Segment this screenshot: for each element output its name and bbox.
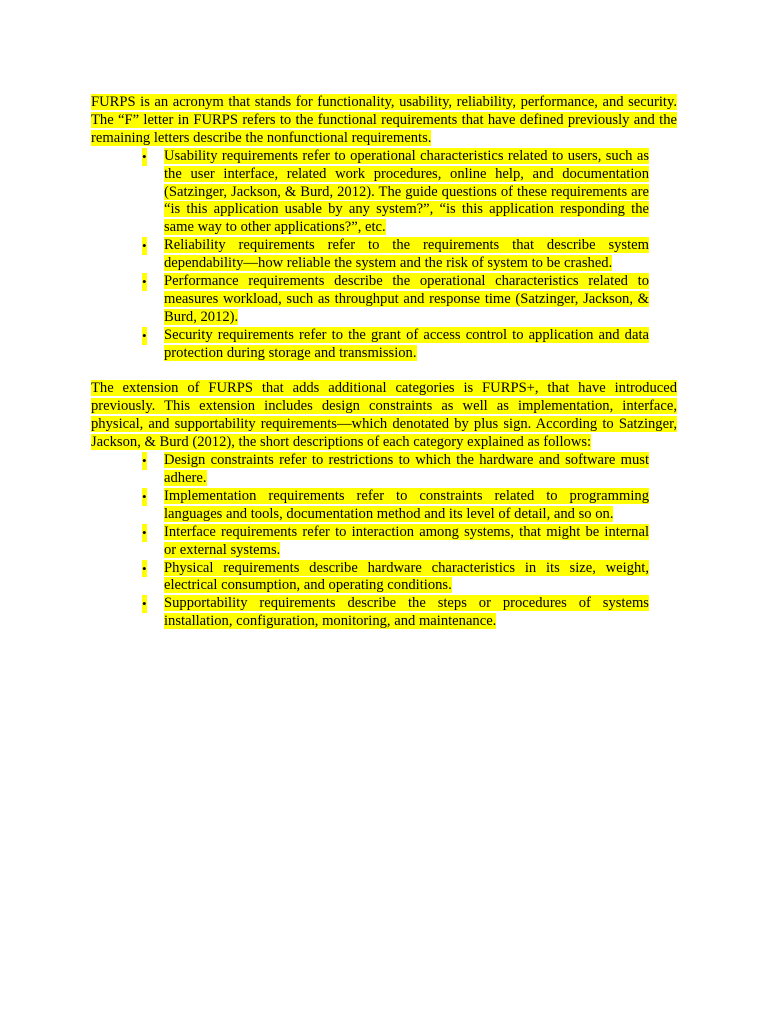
supportability-bullet-text: Supportability requirements describe the steps or procedures of systems installation, configuration, monitoring, and maintenance. — [164, 595, 649, 630]
usability-bullet-text: Usability requirements refer to operational characteristics related to users, such as the user interface, related work procedures, online help, and documentation (Satzinger, Jackson, & Burd, 2012). The guide questions of these requirements are “is this application usable by any system?”, “is this application responding the same way to other applications?”, etc. — [164, 147, 649, 236]
implementation-bullet-text: Implementation requirements refer to constraints related to programming languages and tools, documentation method and its level of detail, and so on. — [164, 487, 649, 522]
bullet-icon: • — [142, 560, 147, 576]
list-item — [142, 147, 649, 238]
list-item — [142, 273, 649, 327]
reliability-bullet-text: Reliability requirements refer to the requirements that describe system dependability—how reliable the system and the risk of system to be crashed. — [164, 237, 649, 272]
furps-bullet-list — [91, 148, 677, 363]
bullet-icon: • — [142, 327, 147, 343]
bullet-icon: • — [142, 238, 147, 254]
list-item — [142, 559, 649, 596]
physical-bullet-text: Physical requirements describe hardware characteristics in its size, weight, electrical consumption, and operating conditions. — [164, 559, 649, 594]
bullet-icon: • — [142, 453, 147, 469]
security-bullet-text: Security requirements refer to the grant of access control to application and data protection during storage and transmission. — [164, 326, 649, 361]
bullet-icon: • — [142, 596, 147, 612]
bullet-icon: • — [142, 274, 147, 290]
list-item — [142, 595, 649, 631]
document-body — [91, 94, 677, 631]
list-item — [142, 523, 649, 560]
performance-bullet-text: Performance requirements describe the operational characteristics related to measures workload, such as throughput and response time (Satzinger, Jackson, & Burd, 2012). — [164, 273, 649, 325]
list-item — [142, 452, 649, 488]
interface-bullet-text: Interface requirements refer to interaction among systems, that might be internal or external systems. — [164, 523, 649, 558]
paragraph-spacer — [91, 363, 677, 381]
list-item — [142, 326, 649, 363]
furps-plus-intro-paragraph — [91, 380, 677, 452]
bullet-icon: • — [142, 524, 147, 540]
list-item — [142, 487, 649, 524]
furps-plus-bullet-list — [91, 452, 677, 631]
furps-intro-paragraph — [91, 94, 677, 148]
furps-intro-text: FURPS is an acronym that stands for functionality, usability, reliability, performance, and security. The “F” letter in FURPS refers to the functional requirements that have defined previously and the remaining letters describe the nonfunctional requirements. — [91, 94, 677, 146]
bullet-icon: • — [142, 148, 147, 164]
list-item — [142, 237, 649, 273]
design-constraints-bullet-text: Design constraints refer to restrictions to which the hardware and software must adhere. — [164, 452, 649, 487]
bullet-icon: • — [142, 488, 147, 504]
furps-plus-intro-text: The extension of FURPS that adds additional categories is FURPS+, that have introduced previously. This extension includes design constraints as well as implementation, interface, physical, and supportability requirements—which denotated by plus sign. According to Satzinger, Jackson, & Burd (2012), the short descriptions of each category explained as follows: — [91, 380, 677, 451]
